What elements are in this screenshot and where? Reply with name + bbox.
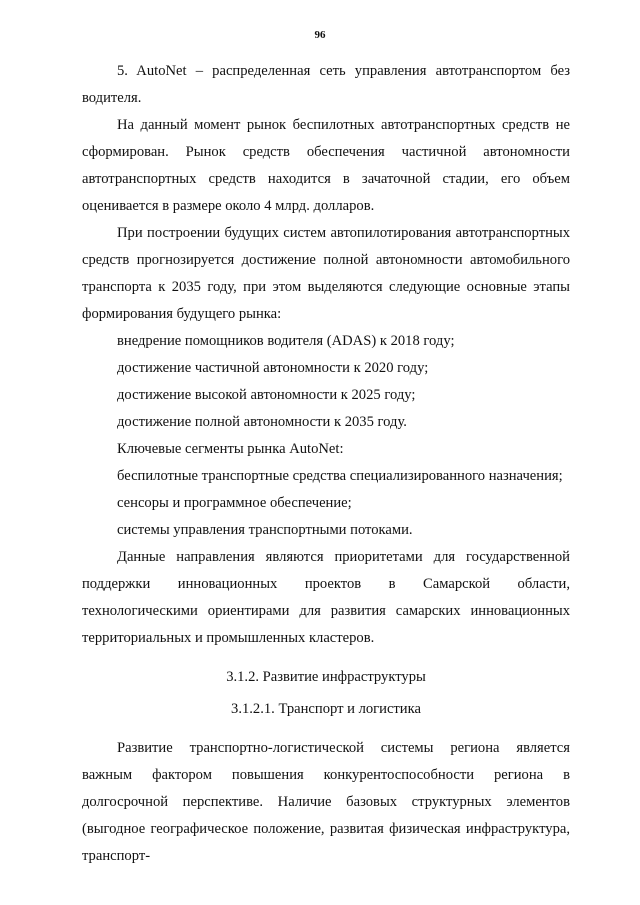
paragraph-priorities: Данные направления являются приоритетами для государственной поддержки инновационных проектов в Самарской области, технологическими ориентирами для развития самарских инновационных территориальных и промышленных кластеров. [82, 549, 570, 646]
list-item-sensors-software: сенсоры и программное обеспечение; [117, 495, 352, 511]
list-item-full-autonomy: достижение полной автономности к 2035 году. [117, 414, 407, 430]
page-body [82, 58, 570, 870]
list-item-unmanned-vehicles: беспилотные транспортные средства специализированного назначения; [117, 468, 563, 484]
paragraph-transport-logistics: Развитие транспортно-логистической системы региона является важным фактором повышения конкурентоспособности региона в долгосрочной перспективе. Наличие базовых структурных элементов (выгодное географическое положение, развитая физическая инфраструктура, транспорт- [82, 740, 570, 864]
paragraph-forecast: При построении будущих систем автопилотирования автотранспортных средств прогнозируется достижение полной автономности автомобильного транспорта к 2035 году, при этом выделяются следующие основные этапы формирования будущего рынка: [82, 225, 570, 322]
list-item-high-autonomy: достижение высокой автономности к 2025 году; [117, 387, 416, 403]
paragraph-market-state: На данный момент рынок беспилотных автотранспортных средств не сформирован. Рынок средств обеспечения частичной автономности автотранспортных средств находится в зачаточной стадии, его объем оценивается в размере около 4 млрд. долларов. [82, 117, 570, 214]
list-item-adas: внедрение помощников водителя (ADAS) к 2018 году; [117, 333, 455, 349]
paragraph-autonet-intro: 5. AutoNet – распределенная сеть управления автотранспортом без водителя. [82, 63, 570, 106]
subsection-heading: 3.1.2.1. Транспорт и логистика [231, 701, 421, 717]
section-heading: 3.1.2. Развитие инфраструктуры [226, 669, 426, 685]
paragraph-key-segments: Ключевые сегменты рынка AutoNet: [117, 441, 344, 457]
page-number: 96 [314, 29, 326, 41]
list-item-traffic-management: системы управления транспортными потоками. [117, 522, 413, 538]
list-item-partial-autonomy: достижение частичной автономности к 2020 году; [117, 360, 429, 376]
